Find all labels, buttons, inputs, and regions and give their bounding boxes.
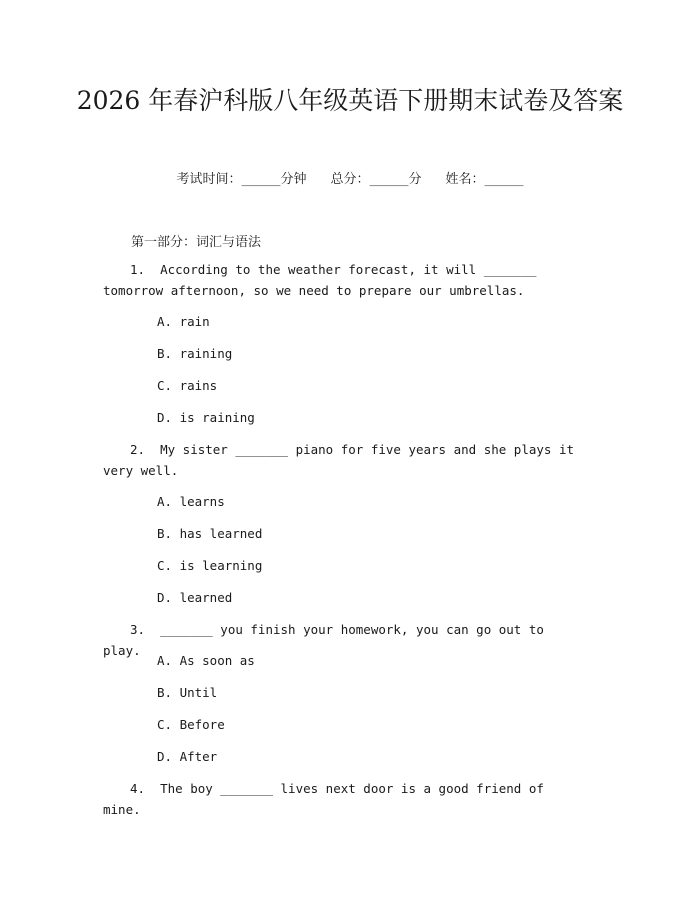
question-2-option-c: C. is learning xyxy=(157,558,263,573)
question-1-option-b: B. raining xyxy=(157,346,233,361)
exam-meta xyxy=(0,168,700,187)
document-title: 2026 年春沪科版八年级英语下册期末试卷及答案 xyxy=(76,86,624,115)
question-3: 3. _______ you finish your homework, you can go out to play. xyxy=(103,622,552,658)
question-3-option-c: C. Before xyxy=(157,717,225,732)
question-2-option-a: A. learns xyxy=(157,494,225,509)
question-3-option-b: B. Until xyxy=(157,685,218,700)
exam-score: 总分：______分 xyxy=(330,172,422,187)
question-3-option-d: D. After xyxy=(157,749,218,764)
question-4: 4. The boy _______ lives next door is a good friend of mine. xyxy=(103,781,552,817)
question-1: 1. According to the weather forecast, it will _______ tomorrow afternoon, so we need to prepare our umbrellas. xyxy=(103,262,544,298)
question-1-option-c: C. rains xyxy=(157,378,218,393)
question-2-option-b: B. has learned xyxy=(157,526,263,541)
question-1-option-d: D. is raining xyxy=(157,410,255,425)
exam-time: 考试时间：______分钟 xyxy=(176,172,307,187)
section-heading: 第一部分：词汇与语法 xyxy=(131,235,262,250)
question-2-option-d: D. learned xyxy=(157,590,233,605)
question-1-option-a: A. rain xyxy=(157,314,210,329)
question-2: 2. My sister _______ piano for five years and she plays it very well. xyxy=(103,442,582,478)
question-3-option-a: A. As soon as xyxy=(157,653,255,668)
student-name: 姓名：______ xyxy=(445,172,524,187)
